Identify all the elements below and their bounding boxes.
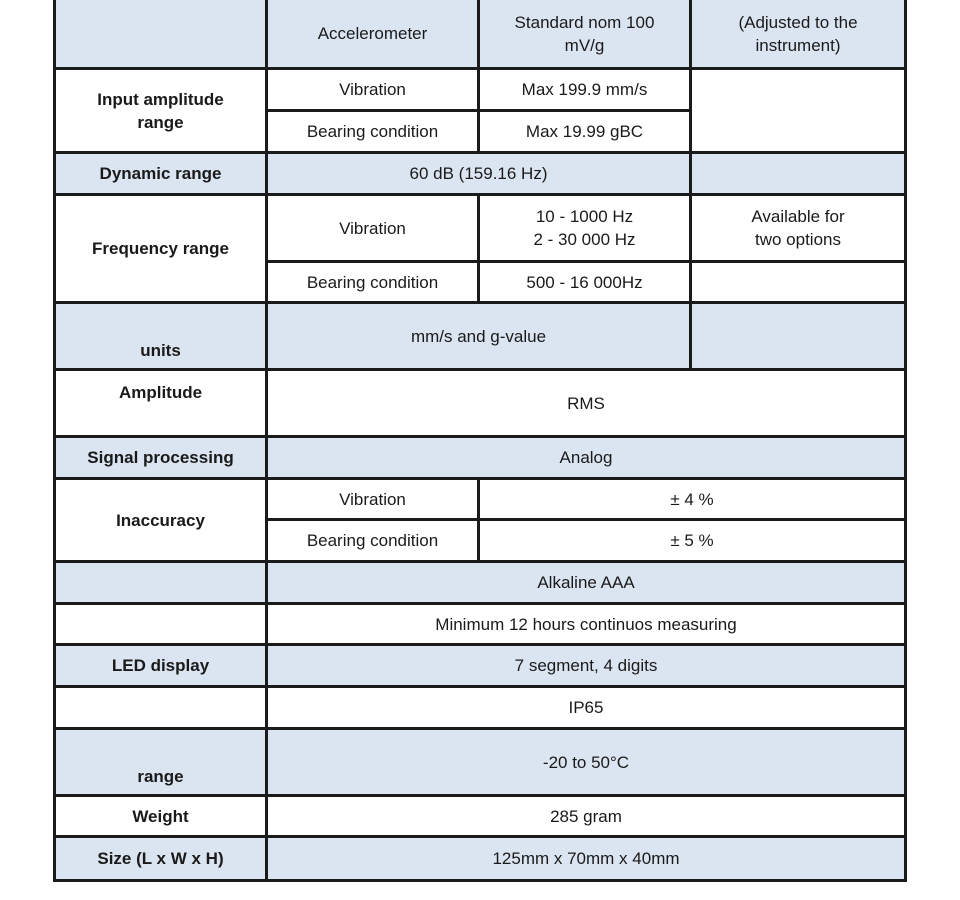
row-signal-processing	[55, 437, 906, 479]
battery-label	[55, 562, 267, 604]
input-amplitude-bearing-label: Bearing condition	[267, 111, 479, 153]
sensor-label	[55, 0, 267, 69]
temperature-range-label: range	[55, 729, 267, 796]
row-battery-life	[55, 604, 906, 645]
frequency-bearing-value: 500 - 16 000Hz	[479, 262, 691, 303]
units-value: mm/s and g-value	[267, 303, 691, 370]
temperature-range-value: -20 to 50°C	[267, 729, 906, 796]
input-amplitude-label	[55, 69, 267, 153]
frequency-bearing-note	[691, 262, 906, 303]
row-input-amplitude-vibration	[55, 69, 906, 111]
input-amplitude-vibration-value: Max 199.9 mm/s	[479, 69, 691, 111]
sensor-note-line1: (Adjusted to the	[738, 12, 858, 32]
sensor-sensitivity-line1: Standard nom 100	[514, 12, 655, 32]
frequency-note	[691, 195, 906, 262]
battery-life-value: Minimum 12 hours continuos measuring	[267, 604, 906, 645]
frequency-note-line1: Available for	[751, 207, 845, 226]
row-led-display	[55, 645, 906, 687]
inaccuracy-bearing-label: Bearing condition	[267, 520, 479, 562]
input-amplitude-label-line1: Input amplitude	[97, 89, 224, 109]
inaccuracy-vibration-value: ± 4 %	[479, 479, 906, 520]
sensor-type: Accelerometer	[267, 0, 479, 69]
row-frequency-vibration	[55, 195, 906, 262]
input-amplitude-note	[691, 69, 906, 153]
dynamic-range-label: Dynamic range	[55, 153, 267, 195]
inaccuracy-vibration-label: Vibration	[267, 479, 479, 520]
protection-value: IP65	[267, 687, 906, 729]
size-label: Size (L x W x H)	[55, 837, 267, 881]
units-label: units	[55, 303, 267, 370]
frequency-vibration-value	[479, 195, 691, 262]
dynamic-range-note	[691, 153, 906, 195]
sensor-sensitivity-line2: mV/g	[564, 35, 605, 55]
sensor-note-line2: instrument)	[755, 35, 841, 55]
row-weight	[55, 796, 906, 837]
led-display-label: LED display	[55, 645, 267, 687]
amplitude-label: Amplitude	[55, 370, 267, 437]
specifications-table	[53, 0, 907, 882]
size-value: 125mm x 70mm x 40mm	[267, 837, 906, 881]
frequency-note-line2: two options	[755, 230, 841, 249]
inaccuracy-bearing-value: ± 5 %	[479, 520, 906, 562]
led-display-value: 7 segment, 4 digits	[267, 645, 906, 687]
sensor-note	[691, 0, 906, 69]
row-size	[55, 837, 906, 881]
frequency-vibration-label: Vibration	[267, 195, 479, 262]
signal-processing-value: Analog	[267, 437, 906, 479]
amplitude-value: RMS	[267, 370, 906, 437]
row-dynamic-range	[55, 153, 906, 195]
row-inaccuracy-vibration	[55, 479, 906, 520]
protection-label	[55, 687, 267, 729]
dynamic-range-value: 60 dB (159.16 Hz)	[267, 153, 691, 195]
units-note	[691, 303, 906, 370]
frequency-vibration-value-line1: 10 - 1000 Hz	[535, 207, 634, 226]
weight-label: Weight	[55, 796, 267, 837]
input-amplitude-vibration-label: Vibration	[267, 69, 479, 111]
row-battery	[55, 562, 906, 604]
row-protection	[55, 687, 906, 729]
battery-life-label	[55, 604, 267, 645]
signal-processing-label: Signal processing	[55, 437, 267, 479]
frequency-vibration-value-line2: 2 - 30 000 Hz	[533, 230, 636, 249]
frequency-bearing-label: Bearing condition	[267, 262, 479, 303]
row-units	[55, 303, 906, 370]
row-sensor	[55, 0, 906, 69]
weight-value: 285 gram	[267, 796, 906, 837]
battery-value: Alkaline AAA	[267, 562, 906, 604]
inaccuracy-label: Inaccuracy	[55, 479, 267, 562]
row-amplitude	[55, 370, 906, 437]
input-amplitude-bearing-value: Max 19.99 gBC	[479, 111, 691, 153]
input-amplitude-label-line2: range	[137, 112, 184, 132]
frequency-range-label: Frequency range	[55, 195, 267, 303]
row-temperature-range	[55, 729, 906, 796]
sensor-sensitivity	[479, 0, 691, 69]
